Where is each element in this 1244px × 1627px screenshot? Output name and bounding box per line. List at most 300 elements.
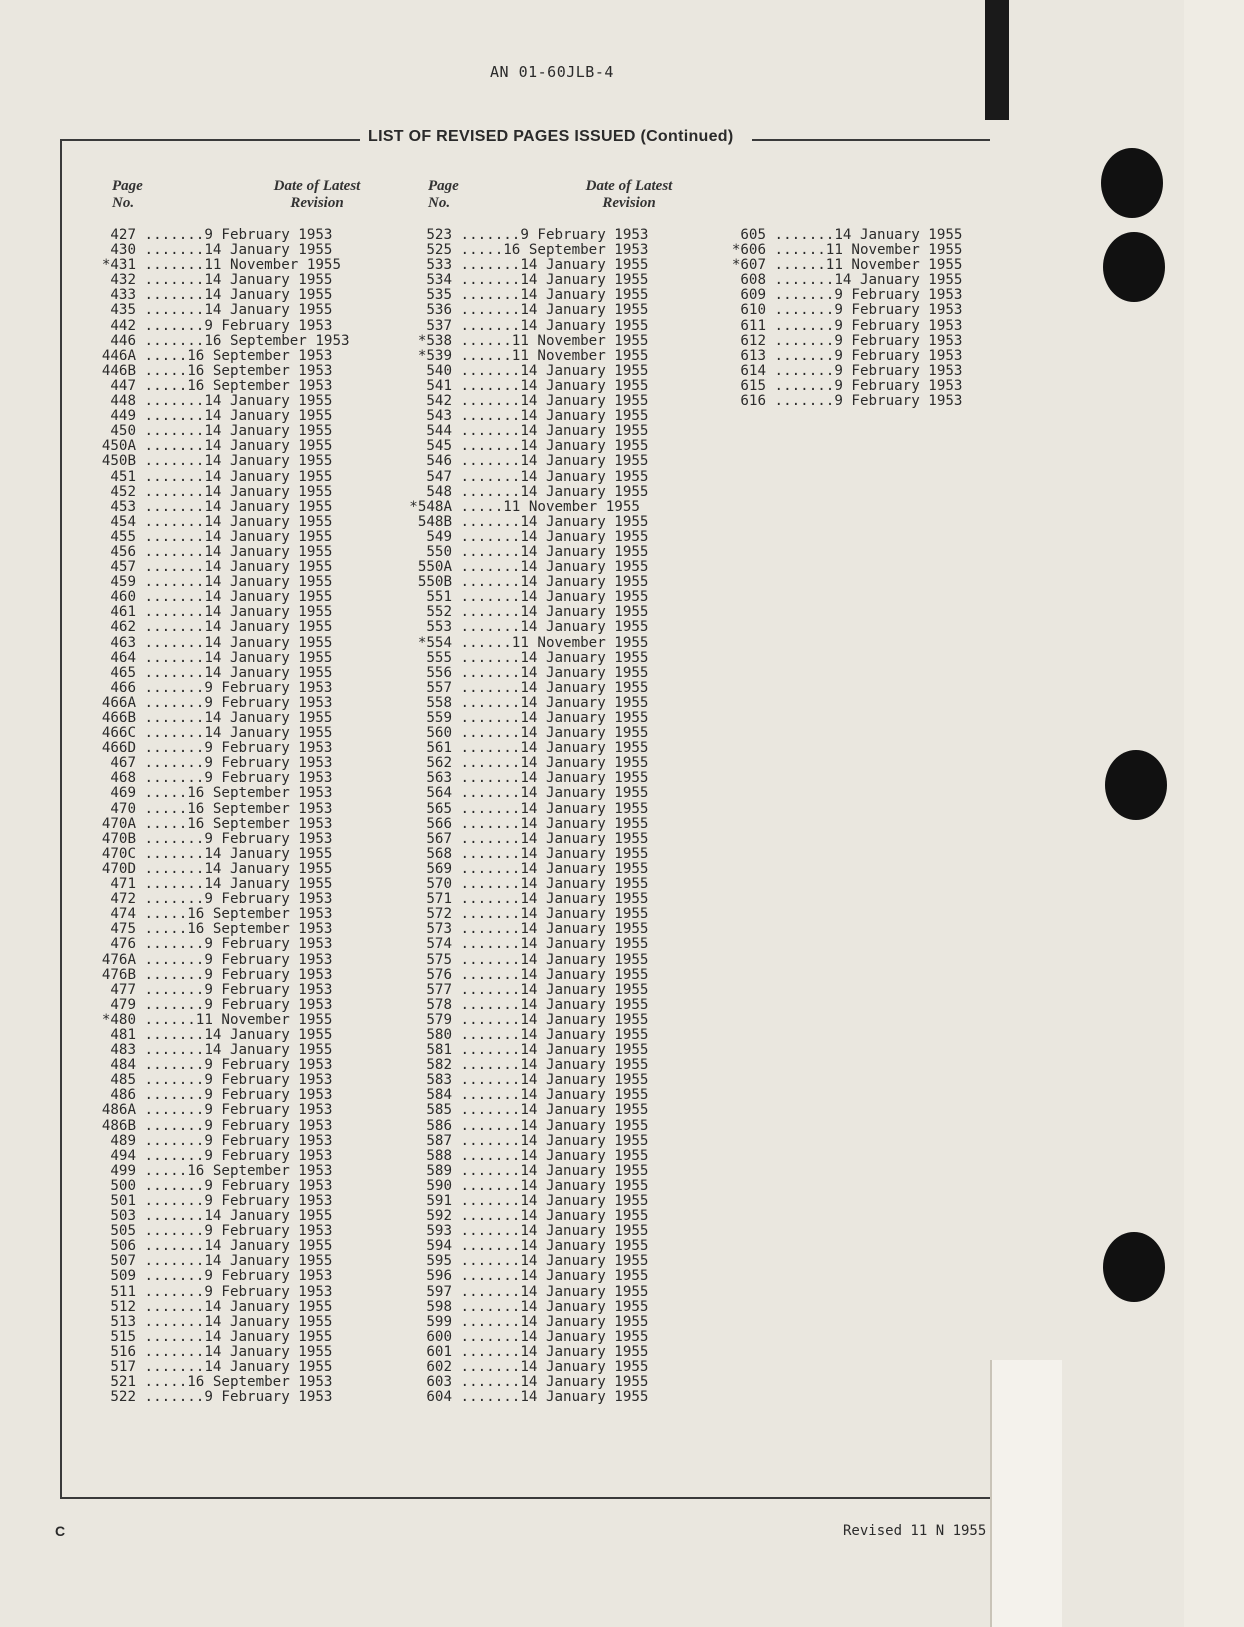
revision-entry <box>404 575 648 590</box>
revision-entry <box>404 802 648 817</box>
revision-entry <box>88 1119 350 1134</box>
revision-date: .......14 January 1955 <box>144 710 333 726</box>
revision-date: .......9 February 1953 <box>144 740 333 757</box>
revision-date: .......9 February 1953 <box>144 996 333 1013</box>
revision-entry <box>88 1360 350 1375</box>
revision-date: .......9 February 1953 <box>144 966 333 983</box>
revision-entry <box>404 530 648 545</box>
revision-date: .......14 January 1955 <box>144 1359 333 1376</box>
revision-entry <box>88 1164 350 1179</box>
revision-date: .......9 February 1953 <box>774 362 963 379</box>
page-number: 452 <box>110 483 136 500</box>
page-number: 547 <box>426 468 452 485</box>
revision-entry <box>404 470 648 485</box>
revision-date: .......9 February 1953 <box>144 317 333 334</box>
revision-entry <box>404 1058 648 1073</box>
revision-date: ......11 November 1955 <box>460 634 649 651</box>
revision-entry <box>88 1209 350 1224</box>
revision-date: .......14 January 1955 <box>144 468 333 485</box>
revision-date: .....16 September 1953 <box>144 1162 333 1179</box>
revision-entry <box>88 560 350 575</box>
page-number: 462 <box>110 619 136 636</box>
page-number: 614 <box>740 362 766 379</box>
date-heading: Date of Latest Revision <box>273 178 361 211</box>
page-number: 593 <box>426 1223 452 1240</box>
revision-date: .......9 February 1953 <box>774 332 963 349</box>
revision-date: .......14 January 1955 <box>144 513 333 530</box>
page-number: 466C <box>101 725 136 742</box>
revision-date: .....16 September 1953 <box>144 347 333 364</box>
revision-date: .......14 January 1955 <box>460 483 649 500</box>
revision-date: .....16 September 1953 <box>144 815 333 832</box>
revision-entry <box>88 1254 350 1269</box>
page-number: 575 <box>426 951 452 968</box>
revision-date: .......14 January 1955 <box>774 272 963 289</box>
page-number: 587 <box>426 1132 452 1149</box>
revision-entry <box>88 1315 350 1330</box>
revision-entry <box>404 817 648 832</box>
revision-entry <box>404 1103 648 1118</box>
revision-entry <box>718 379 990 394</box>
revision-entry <box>88 258 350 273</box>
revision-entry <box>88 1375 350 1390</box>
punch-hole <box>1101 148 1163 218</box>
revision-date: .......14 January 1955 <box>460 1011 649 1028</box>
page-number: 506 <box>110 1238 136 1255</box>
revision-entry <box>404 1330 648 1345</box>
revision-date: .......9 February 1953 <box>144 1102 333 1119</box>
page-number: *480 <box>101 1011 136 1028</box>
revision-date: .......14 January 1955 <box>144 1313 333 1330</box>
revision-entry <box>88 817 350 832</box>
page-number: 564 <box>426 785 452 802</box>
page-number: 537 <box>426 317 452 334</box>
page-number: *548A <box>409 498 452 515</box>
revision-date: .......14 January 1955 <box>460 287 649 304</box>
revision-date: .......9 February 1953 <box>144 1117 333 1134</box>
revision-entry <box>88 605 350 620</box>
revision-entry <box>88 334 350 349</box>
page-number: 572 <box>426 906 452 923</box>
revision-entry <box>404 1375 648 1390</box>
revision-entry <box>404 515 648 530</box>
revision-date: .......14 January 1955 <box>460 1132 649 1149</box>
revision-date: .......14 January 1955 <box>460 513 649 530</box>
revision-date: .......14 January 1955 <box>144 845 333 862</box>
revision-date: .......14 January 1955 <box>144 860 333 877</box>
revision-date: .......14 January 1955 <box>460 996 649 1013</box>
page-number: 543 <box>426 408 452 425</box>
revision-date: .......14 January 1955 <box>144 408 333 425</box>
revision-date: .......14 January 1955 <box>144 725 333 742</box>
revision-date: .......14 January 1955 <box>460 981 649 998</box>
page-number: 596 <box>426 1268 452 1285</box>
revision-entry <box>404 771 648 786</box>
revision-entry <box>88 696 350 711</box>
page-number: 542 <box>426 393 452 410</box>
page-number: 513 <box>110 1313 136 1330</box>
page-number: 481 <box>110 1026 136 1043</box>
revision-entry <box>404 1073 648 1088</box>
revision-column-3 <box>718 228 990 409</box>
revision-date: .......9 February 1953 <box>144 227 333 243</box>
revision-entry <box>88 892 350 907</box>
revision-entry <box>88 454 350 469</box>
revision-date: .......14 January 1955 <box>144 498 333 515</box>
page-number: 548 <box>426 483 452 500</box>
revision-entry <box>404 620 648 635</box>
revision-date: .....16 September 1953 <box>144 1374 333 1391</box>
page-number: 610 <box>740 302 766 319</box>
revision-date: .....16 September 1953 <box>144 921 333 938</box>
revision-entry <box>88 1239 350 1254</box>
revision-date: .......14 January 1955 <box>460 1253 649 1270</box>
revision-date: .......14 January 1955 <box>144 634 333 651</box>
revision-date: .......14 January 1955 <box>774 228 963 243</box>
page-number: 442 <box>110 317 136 334</box>
revision-entry <box>88 1390 350 1405</box>
revision-entry <box>404 741 648 756</box>
page-number: 563 <box>426 770 452 787</box>
revision-date: .......14 January 1955 <box>460 257 649 274</box>
page-number: 448 <box>110 393 136 410</box>
page-number: 470B <box>101 830 136 847</box>
revision-date: .......14 January 1955 <box>460 1177 649 1194</box>
page-number: 565 <box>426 800 452 817</box>
revision-date: .......9 February 1953 <box>144 1132 333 1149</box>
revision-entry <box>404 273 648 288</box>
page-number: 533 <box>426 257 452 274</box>
page-number: *554 <box>417 634 452 651</box>
revision-entry <box>88 349 350 364</box>
revision-entry <box>404 349 648 364</box>
title-rule-right <box>752 139 990 141</box>
page-number: 536 <box>426 302 452 319</box>
revision-entry <box>88 409 350 424</box>
revision-date: .......14 January 1955 <box>460 1283 649 1300</box>
section-title: LIST OF REVISED PAGES ISSUED (Continued) <box>368 128 734 145</box>
page-no-heading: Page No. <box>112 178 143 211</box>
revision-date: .......14 January 1955 <box>144 528 333 545</box>
page-number: 509 <box>110 1268 136 1285</box>
page-number: 595 <box>426 1253 452 1270</box>
page-number: 517 <box>110 1359 136 1376</box>
revision-entry <box>718 228 990 243</box>
page-number: 592 <box>426 1208 452 1225</box>
revision-entry <box>404 711 648 726</box>
page-number: 466A <box>101 694 136 711</box>
title-rule-left <box>60 139 360 141</box>
revision-date: .......14 January 1955 <box>460 423 649 440</box>
revision-date: .......14 January 1955 <box>460 1057 649 1074</box>
page-number: 588 <box>426 1147 452 1164</box>
page-number: 451 <box>110 468 136 485</box>
revision-date: .......14 January 1955 <box>460 1208 649 1225</box>
revision-date: .......14 January 1955 <box>460 1313 649 1330</box>
revision-date: .......14 January 1955 <box>460 408 649 425</box>
revision-date: .......14 January 1955 <box>460 1389 649 1406</box>
page-number: 605 <box>740 228 766 243</box>
revision-entry <box>404 907 648 922</box>
revision-entry <box>88 439 350 454</box>
revision-date: .......9 February 1953 <box>144 1389 333 1406</box>
revision-date: .......16 September 1953 <box>144 332 350 349</box>
revision-date: .......9 February 1953 <box>144 1057 333 1074</box>
page-number: 466B <box>101 710 136 726</box>
revision-date: .......14 January 1955 <box>460 725 649 742</box>
page-number: 611 <box>740 317 766 334</box>
page-number: 467 <box>110 755 136 772</box>
revision-entry <box>404 454 648 469</box>
revision-date: .......14 January 1955 <box>460 876 649 893</box>
revision-entry <box>88 1058 350 1073</box>
revision-date: .......9 February 1953 <box>144 1072 333 1089</box>
revision-date: .......9 February 1953 <box>144 936 333 953</box>
revision-date: .......14 January 1955 <box>460 649 649 666</box>
revision-column-1 <box>88 228 350 1405</box>
revision-entry <box>404 968 648 983</box>
revision-entry <box>88 1149 350 1164</box>
revision-date: .....16 September 1953 <box>144 906 333 923</box>
page-number: 503 <box>110 1208 136 1225</box>
revision-entry <box>404 303 648 318</box>
page-number: 589 <box>426 1162 452 1179</box>
page-number: 499 <box>110 1162 136 1179</box>
page-number: 569 <box>426 860 452 877</box>
revision-entry <box>88 832 350 847</box>
page-number: 553 <box>426 619 452 636</box>
page-number: 486A <box>101 1102 136 1119</box>
revision-date: .......14 January 1955 <box>460 574 649 591</box>
page-number: 560 <box>426 725 452 742</box>
page-number: 511 <box>110 1283 136 1300</box>
revision-date: .......14 January 1955 <box>144 559 333 576</box>
revision-date: .......14 January 1955 <box>144 589 333 606</box>
revision-date: .......14 January 1955 <box>144 1026 333 1043</box>
page-number: 432 <box>110 272 136 289</box>
revision-date: .......14 January 1955 <box>460 1374 649 1391</box>
page-number: 449 <box>110 408 136 425</box>
revision-date: .......14 January 1955 <box>144 423 333 440</box>
revision-date: Revised 11 N 1955 <box>843 1523 987 1539</box>
revision-date: .......14 January 1955 <box>144 1238 333 1255</box>
revision-entry <box>88 756 350 771</box>
revision-entry <box>88 273 350 288</box>
page-number: 541 <box>426 377 452 394</box>
revision-date: .......14 January 1955 <box>144 876 333 893</box>
revision-entry <box>404 439 648 454</box>
revision-date: ......11 November 1955 <box>460 332 649 349</box>
revision-entry <box>88 1224 350 1239</box>
revision-date: .......9 February 1953 <box>774 317 963 334</box>
page-number: 505 <box>110 1223 136 1240</box>
page-number: 604 <box>426 1389 452 1406</box>
revision-date: .......14 January 1955 <box>144 393 333 410</box>
revision-entry <box>88 288 350 303</box>
page-number: 446B <box>101 362 136 379</box>
page-no-heading: Page No. <box>428 178 459 211</box>
revision-date: ......11 November 1955 <box>460 347 649 364</box>
revision-entry <box>88 968 350 983</box>
revision-date: .......14 January 1955 <box>460 921 649 938</box>
revision-entry <box>404 1345 648 1360</box>
revision-entry <box>404 1194 648 1209</box>
page-number: 584 <box>426 1087 452 1104</box>
revision-date: .......14 January 1955 <box>144 649 333 666</box>
revision-entry <box>404 394 648 409</box>
revision-date: .......14 January 1955 <box>144 1343 333 1360</box>
revision-entry <box>718 334 990 349</box>
revision-date: .......14 January 1955 <box>460 845 649 862</box>
revision-date: .......14 January 1955 <box>144 543 333 560</box>
revision-date: .......14 January 1955 <box>460 785 649 802</box>
revision-entry <box>404 424 648 439</box>
page-number: 599 <box>426 1313 452 1330</box>
page-number: 450B <box>101 453 136 470</box>
revision-entry <box>88 1194 350 1209</box>
revision-date: .......14 January 1955 <box>460 1072 649 1089</box>
page-number: 433 <box>110 287 136 304</box>
page-number: 576 <box>426 966 452 983</box>
page-number: 463 <box>110 634 136 651</box>
revision-entry <box>88 726 350 741</box>
revision-date: .......14 January 1955 <box>460 1343 649 1360</box>
revision-date: .......14 January 1955 <box>460 453 649 470</box>
revision-entry <box>404 1224 648 1239</box>
revision-date: .......9 February 1953 <box>144 1147 333 1164</box>
revision-date: .......14 January 1955 <box>144 604 333 621</box>
revision-entry <box>88 983 350 998</box>
page-number: 483 <box>110 1042 136 1059</box>
page-number: 512 <box>110 1298 136 1315</box>
page-number: 556 <box>426 664 452 681</box>
page-number: 601 <box>426 1343 452 1360</box>
page-number: 586 <box>426 1117 452 1134</box>
page-number: 561 <box>426 740 452 757</box>
revision-entry <box>404 1134 648 1149</box>
revision-date: .......9 February 1953 <box>144 679 333 696</box>
page-number: 470C <box>101 845 136 862</box>
page-number: 470D <box>101 860 136 877</box>
revision-entry <box>88 877 350 892</box>
page-number: 570 <box>426 876 452 893</box>
revision-entry <box>404 560 648 575</box>
page-number: 465 <box>110 664 136 681</box>
revision-entry <box>88 771 350 786</box>
revision-date: .......9 February 1953 <box>144 1268 333 1285</box>
revision-entry <box>404 756 648 771</box>
revision-entry <box>404 319 648 334</box>
revision-date: .......14 January 1955 <box>144 1298 333 1315</box>
revision-date: .......14 January 1955 <box>460 393 649 410</box>
revision-entry <box>88 711 350 726</box>
revision-entry <box>88 1345 350 1360</box>
document-id: AN 01-60JLB-4 <box>490 63 614 81</box>
revision-date: .....16 September 1953 <box>144 377 333 394</box>
revision-date: .......14 January 1955 <box>460 1162 649 1179</box>
revision-date: .......14 January 1955 <box>460 679 649 696</box>
revision-entry <box>88 786 350 801</box>
page-number: 559 <box>426 710 452 726</box>
page-number: *539 <box>417 347 452 364</box>
date-heading: Date of Latest Revision <box>585 178 673 211</box>
revision-date: .......14 January 1955 <box>460 1193 649 1209</box>
page-number: 455 <box>110 528 136 545</box>
revision-entry <box>88 953 350 968</box>
revision-entry <box>718 349 990 364</box>
revision-date: .......14 January 1955 <box>144 287 333 304</box>
revision-date: .......14 January 1955 <box>144 302 333 319</box>
page-number: 613 <box>740 347 766 364</box>
revision-date: .......14 January 1955 <box>460 1223 649 1240</box>
revision-date: .......14 January 1955 <box>144 574 333 591</box>
page-number: 468 <box>110 770 136 787</box>
revision-entry <box>88 243 350 258</box>
revision-entry <box>404 1179 648 1194</box>
revision-date: .......14 January 1955 <box>460 302 649 319</box>
revision-date: .......14 January 1955 <box>460 1117 649 1134</box>
page-number: *606 <box>731 242 766 259</box>
page-number: 475 <box>110 921 136 938</box>
revision-entry <box>404 409 648 424</box>
revision-entry <box>404 681 648 696</box>
revision-entry <box>88 228 350 243</box>
page-number: 521 <box>110 1374 136 1391</box>
revision-date: .......14 January 1955 <box>460 604 649 621</box>
revision-entry <box>404 832 648 847</box>
page-number: 550B <box>417 574 452 591</box>
revision-date: .......14 January 1955 <box>460 694 649 711</box>
page-number: 551 <box>426 589 452 606</box>
revision-entry <box>404 485 648 500</box>
page-number: 470 <box>110 800 136 817</box>
revision-entry <box>88 319 350 334</box>
revision-date: .......14 January 1955 <box>460 1042 649 1059</box>
revision-entry <box>88 575 350 590</box>
revision-entry <box>404 590 648 605</box>
page-number: 567 <box>426 830 452 847</box>
page-number: 485 <box>110 1072 136 1089</box>
page-number: 447 <box>110 377 136 394</box>
page-number: 427 <box>110 227 136 243</box>
revision-entry <box>404 379 648 394</box>
revision-entry <box>88 485 350 500</box>
page-number: 578 <box>426 996 452 1013</box>
revision-entry <box>88 470 350 485</box>
revision-date: .......14 January 1955 <box>144 242 333 259</box>
page-number: 609 <box>740 287 766 304</box>
page-number: 616 <box>740 393 766 410</box>
revision-entry <box>404 953 648 968</box>
page-number: 550A <box>417 559 452 576</box>
page-number: 494 <box>110 1147 136 1164</box>
revision-entry <box>88 1028 350 1043</box>
revision-entry <box>88 1088 350 1103</box>
page-number: 507 <box>110 1253 136 1270</box>
revision-date: .......14 January 1955 <box>460 966 649 983</box>
page-number: 472 <box>110 891 136 908</box>
revision-date: .......9 February 1953 <box>144 1177 333 1194</box>
revision-entry <box>404 786 648 801</box>
page-letter: C <box>55 1523 66 1539</box>
page-number: 546 <box>426 453 452 470</box>
revision-entry <box>404 1315 648 1330</box>
revision-entry <box>404 892 648 907</box>
revision-date: .......9 February 1953 <box>144 1283 333 1300</box>
page-number: 501 <box>110 1193 136 1209</box>
revision-entry <box>404 500 648 515</box>
page-number: 469 <box>110 785 136 802</box>
